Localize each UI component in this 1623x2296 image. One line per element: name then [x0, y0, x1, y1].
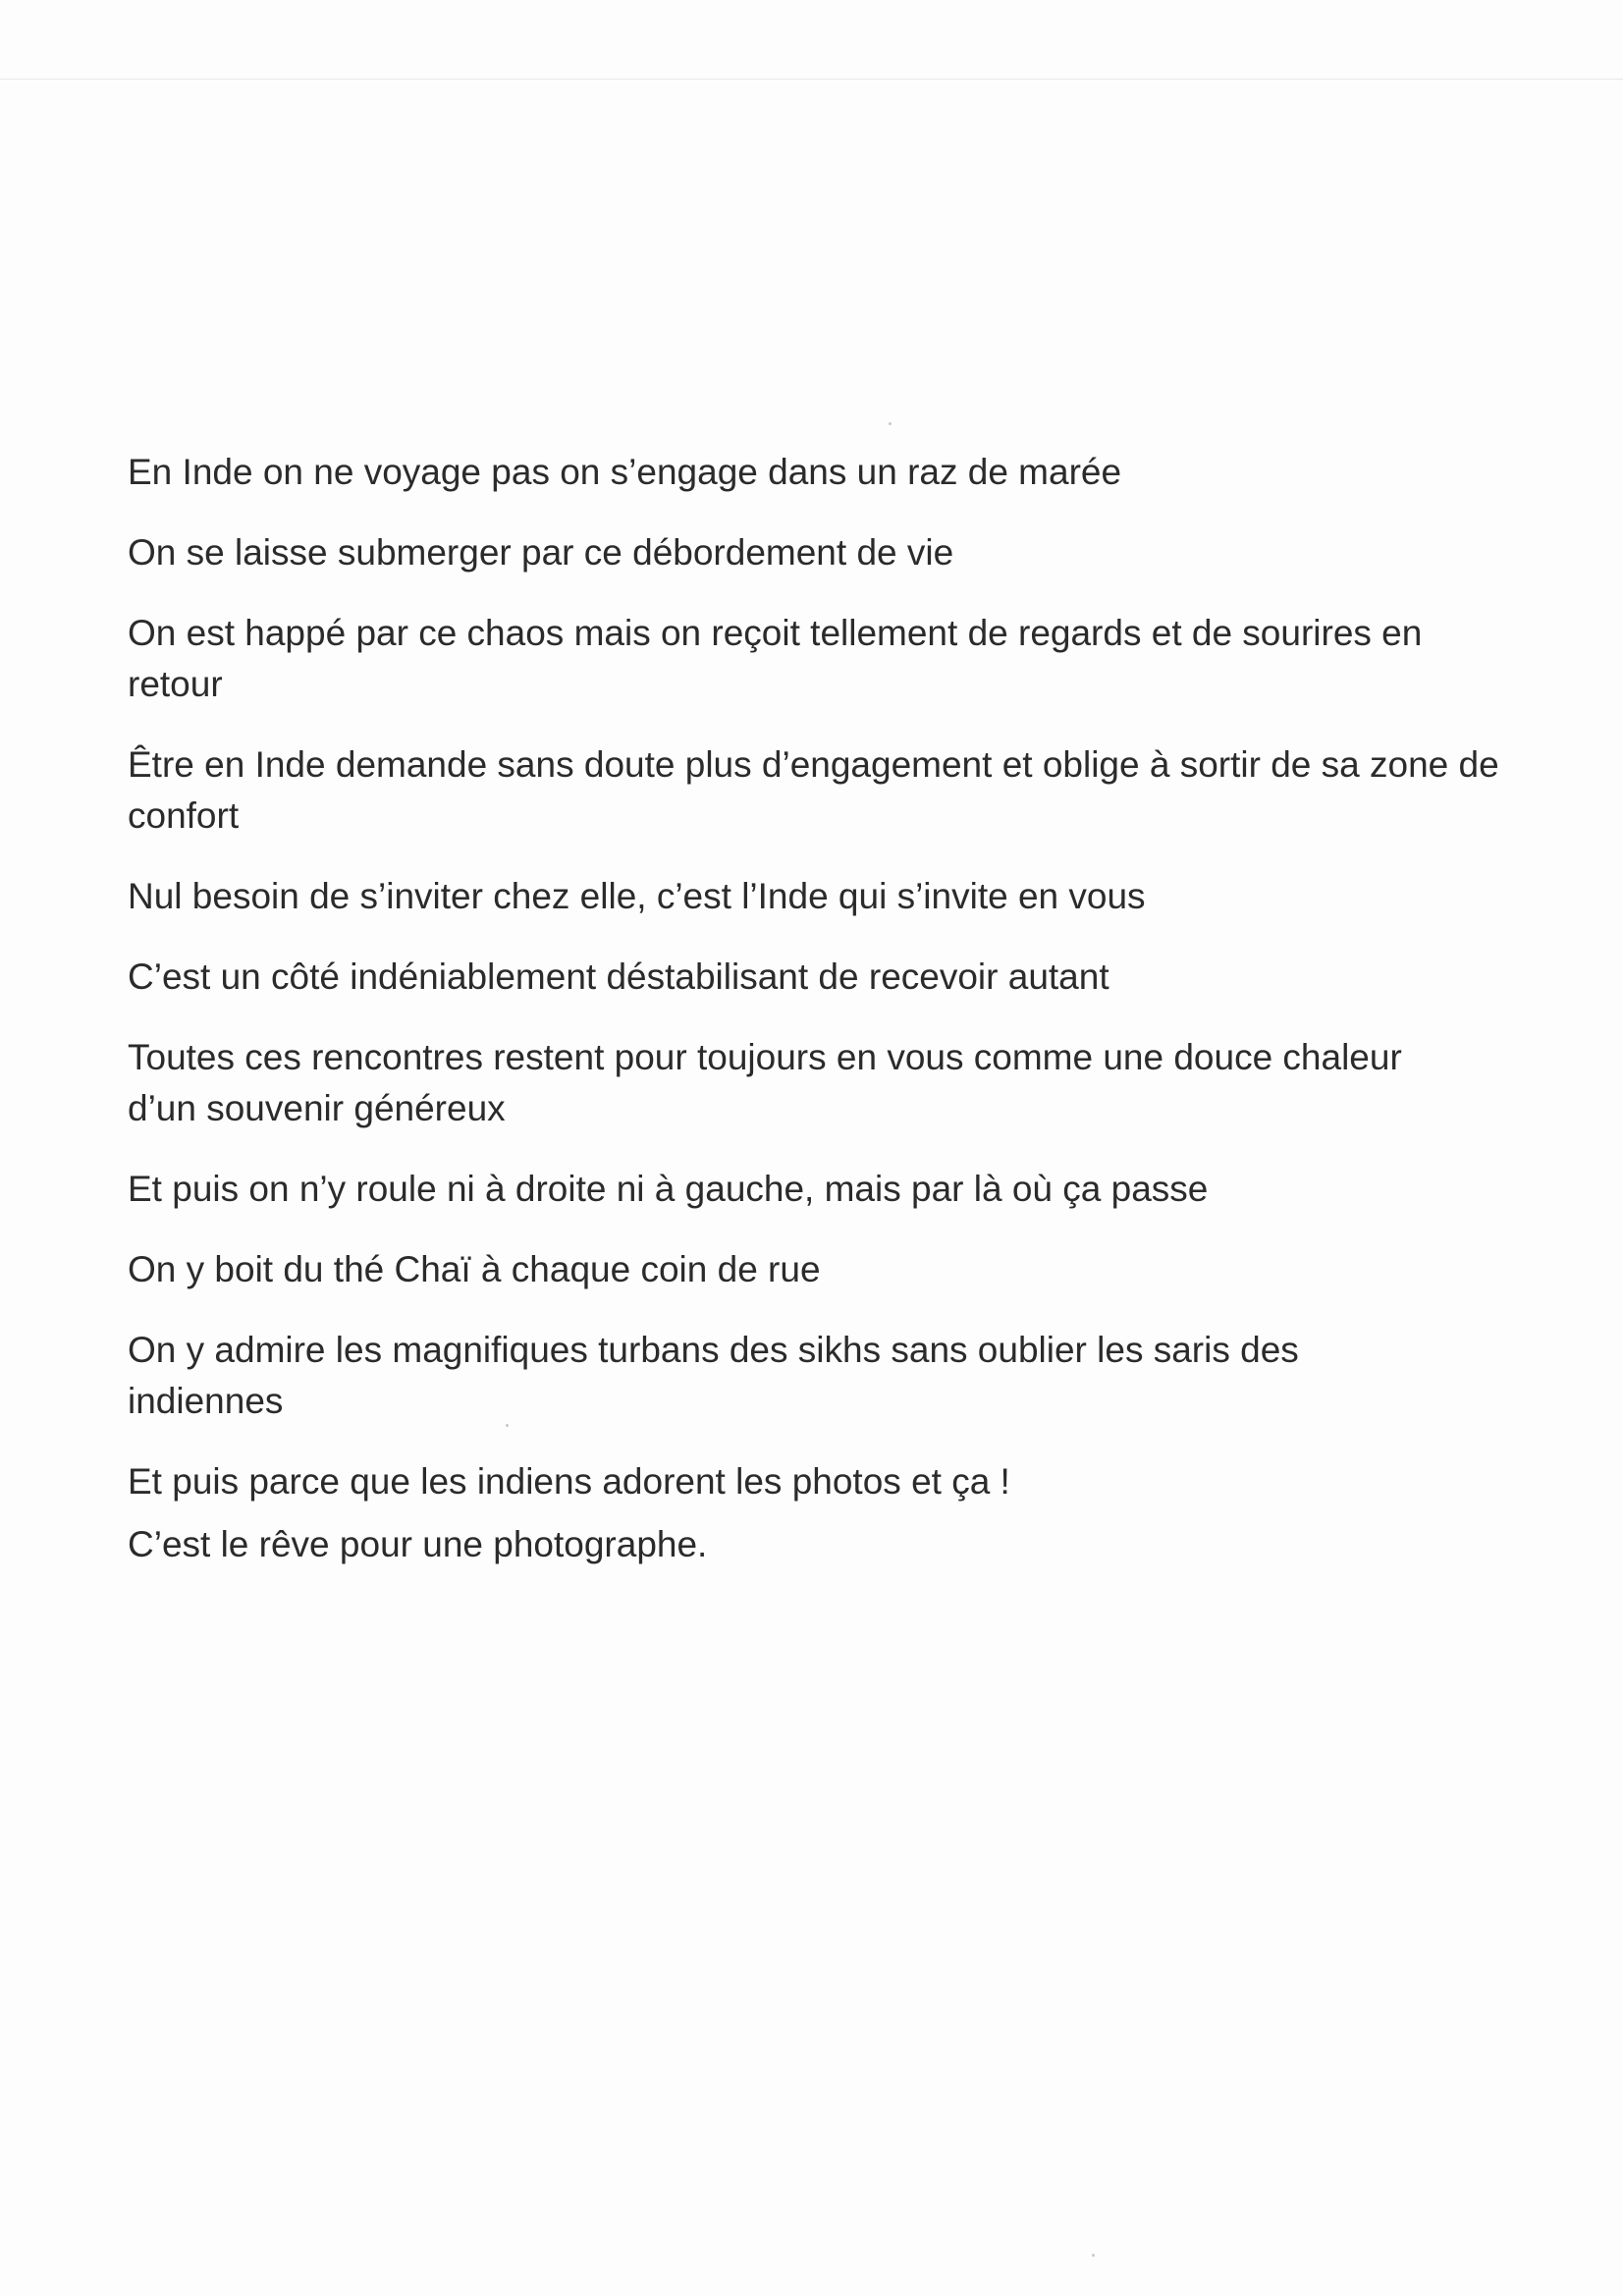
- text-body: [128, 447, 1502, 1570]
- paragraph: C’est le rêve pour une photographe.: [128, 1524, 708, 1564]
- scan-edge-line: [0, 79, 1623, 80]
- paragraph: En Inde on ne voyage pas on s’engage dans un raz de marée: [128, 452, 1122, 492]
- paragraph: C’est un côté indéniablement déstabilisant de recevoir autant: [128, 957, 1109, 997]
- paragraph: On y boit du thé Chaï à chaque coin de rue: [128, 1249, 821, 1289]
- scan-speck: [1092, 2254, 1095, 2257]
- paragraph: Nul besoin de s’inviter chez elle, c’est l’Inde qui s’invite en vous: [128, 876, 1146, 916]
- paragraph: On se laisse submerger par ce débordement de vie: [128, 532, 954, 573]
- paragraph: On est happé par ce chaos mais on reçoit tellement de regards et de sourires en retour: [128, 613, 1423, 704]
- paragraph: Être en Inde demande sans doute plus d’engagement et oblige à sortir de sa zone de confort: [128, 744, 1499, 836]
- paragraph: On y admire les magnifiques turbans des sikhs sans oublier les saris des indiennes: [128, 1330, 1299, 1421]
- paragraph: Toutes ces rencontres restent pour toujours en vous comme une douce chaleur d’un souvenir généreux: [128, 1037, 1402, 1128]
- paragraph: Et puis on n’y roule ni à droite ni à gauche, mais par là où ça passe: [128, 1169, 1209, 1209]
- scan-speck: [506, 1424, 509, 1427]
- paragraph: Et puis parce que les indiens adorent les photos et ça !: [128, 1461, 1010, 1502]
- scan-speck: [889, 422, 892, 425]
